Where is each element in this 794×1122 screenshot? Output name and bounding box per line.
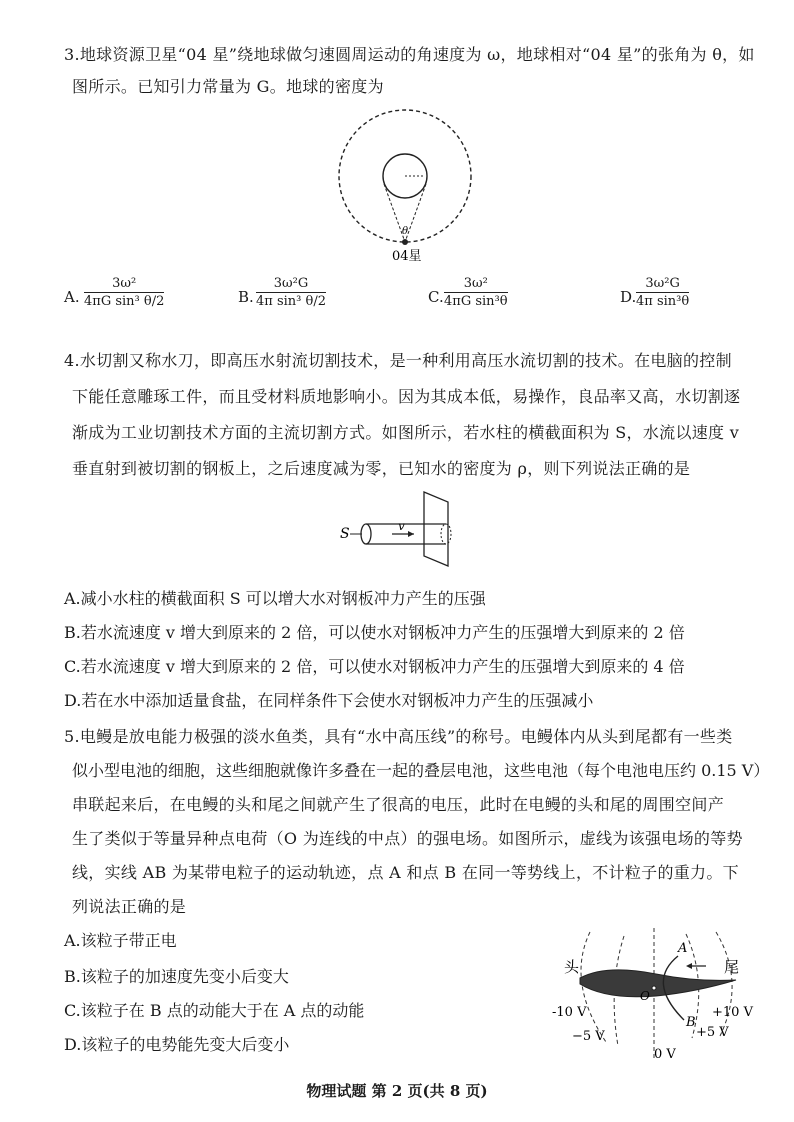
q3-line-2: 图所示。已知引力常量为 G。地球的密度为 <box>72 77 384 96</box>
q4-line-3: 渐成为工业切割技术方面的主流切割方式。如图所示，若水柱的横截面积为 S，水流以速度 v <box>72 423 740 442</box>
cross-section-label: S <box>340 526 350 542</box>
q3-option-b-fraction[interactable] <box>256 276 326 309</box>
voltage-plus10: +10 V <box>712 1005 753 1020</box>
velocity-arrowhead <box>408 531 414 537</box>
eel-body <box>580 970 736 997</box>
q5-line-6: 列说法正确的是 <box>72 897 187 916</box>
head-label: 头 <box>564 958 580 976</box>
midpoint-o <box>652 986 656 990</box>
q4-line-4: 垂直射到被切割的钢板上，之后速度减为零，已知水的密度为 ρ，则下列说法正确的是 <box>72 459 691 478</box>
voltage-minus10: -10 V <box>552 1005 587 1020</box>
q3-option-d-letter[interactable]: D. <box>620 288 637 306</box>
q3-option-a-letter[interactable]: A. <box>64 288 80 306</box>
voltage-zero: 0 V <box>654 1047 676 1062</box>
velocity-arrowhead-a <box>686 963 692 969</box>
voltage-minus5: −5 V <box>572 1029 605 1044</box>
q3-option-d-fraction[interactable] <box>636 276 689 309</box>
q3-option-c-fraction[interactable] <box>444 276 508 309</box>
angle-theta: θ <box>402 226 409 237</box>
q5-option-c[interactable]: C.该粒子在 B 点的动能大于在 A 点的动能 <box>64 1001 365 1020</box>
tangent-line-right <box>405 184 426 242</box>
q5-line-1: 5.电鳗是放电能力极强的淡水鱼类，具有“水中高压线”的称号。电鳗体内从头到尾都有一些类 <box>64 727 733 746</box>
q3-option-a-denominator: 4πG sin³ θ/2 <box>84 294 165 309</box>
q5-line-3: 串联起来后，在电鳗的头和尾之间就产生了很高的电压，此时在电鳗的头和尾的周围空间产 <box>72 795 725 814</box>
q3-option-b-denominator: 4π sin³ θ/2 <box>256 294 326 309</box>
voltage-plus5: +5 V <box>696 1025 729 1040</box>
point-b-label: B <box>686 1015 696 1030</box>
q5-option-d[interactable]: D.该粒子的电势能先变大后变小 <box>64 1035 290 1054</box>
satellite-label: 04星 <box>392 249 422 264</box>
q3-option-d-denominator: 4π sin³θ <box>636 294 690 309</box>
q4-water-jet-figure <box>340 488 480 568</box>
q3-option-c-letter[interactable]: C. <box>428 288 444 306</box>
q4-option-b[interactable]: B.若水流速度 v 增大到原来的 2 倍，可以使水对钢板冲力产生的压强增大到原来的 2 倍 <box>64 623 685 642</box>
impact-area <box>441 524 451 544</box>
q3-option-a-numerator: 3ω² <box>84 276 164 293</box>
q3-option-b-letter[interactable]: B. <box>238 288 254 306</box>
q3-option-c-numerator: 3ω² <box>444 276 508 293</box>
page-footer: 物理试题 第 2 页(共 8 页) <box>306 1082 488 1100</box>
q5-option-b[interactable]: B.该粒子的加速度先变小后变大 <box>64 967 289 986</box>
q3-line-1: 3.地球资源卫星“04 星”绕地球做匀速圆周运动的角速度为 ω，地球相对“04 星”的张角为 θ，如 <box>64 45 755 64</box>
q3-option-d-numerator: 3ω²G <box>636 276 689 293</box>
q3-orbit-figure <box>330 106 480 268</box>
q4-line-2: 下能任意雕琢工件，而且受材料质地影响小。因为其成本低，易操作，良品率又高，水切割逐 <box>72 387 741 406</box>
q3-option-b-numerator: 3ω²G <box>256 276 326 293</box>
q5-eel-field-figure <box>546 922 766 1064</box>
q5-line-4: 生了类似于等量异种点电荷（O 为连线的中点）的强电场。如图所示，虚线为该强电场的等势 <box>72 829 743 848</box>
tail-label: 尾 <box>724 958 740 976</box>
q4-option-a[interactable]: A.减小水柱的横截面积 S 可以增大水对钢板冲力产生的压强 <box>64 589 486 608</box>
satellite-dot <box>402 239 408 245</box>
q4-option-c[interactable]: C.若水流速度 v 增大到原来的 2 倍，可以使水对钢板冲力产生的压强增大到原来的 4 倍 <box>64 657 685 676</box>
point-a-label: A <box>678 941 688 956</box>
q5-line-5: 线，实线 AB 为某带电粒子的运动轨迹，点 A 和点 B 在同一等势线上，不计粒子的重力。下 <box>72 863 739 882</box>
q4-option-d[interactable]: D.若在水中添加适量食盐，在同样条件下会使水对钢板冲力产生的压强减小 <box>64 691 594 710</box>
q3-option-c-denominator: 4πG sin³θ <box>444 294 508 309</box>
steel-plate <box>424 492 448 566</box>
q5-line-2: 似小型电池的细胞，这些细胞就像许多叠在一起的叠层电池，这些电池（每个电池电压约 0.15 V） <box>72 761 770 780</box>
q5-option-a[interactable]: A.该粒子带正电 <box>64 931 177 950</box>
q3-option-a-fraction[interactable] <box>84 276 164 309</box>
q4-line-1: 4.水切割又称水刀，即高压水射流切割技术，是一种利用高压水流切割的技术。在电脑的控制 <box>64 351 732 370</box>
velocity-label: v <box>398 519 405 533</box>
water-column-end <box>361 524 371 544</box>
point-o-label: O <box>640 989 650 1003</box>
